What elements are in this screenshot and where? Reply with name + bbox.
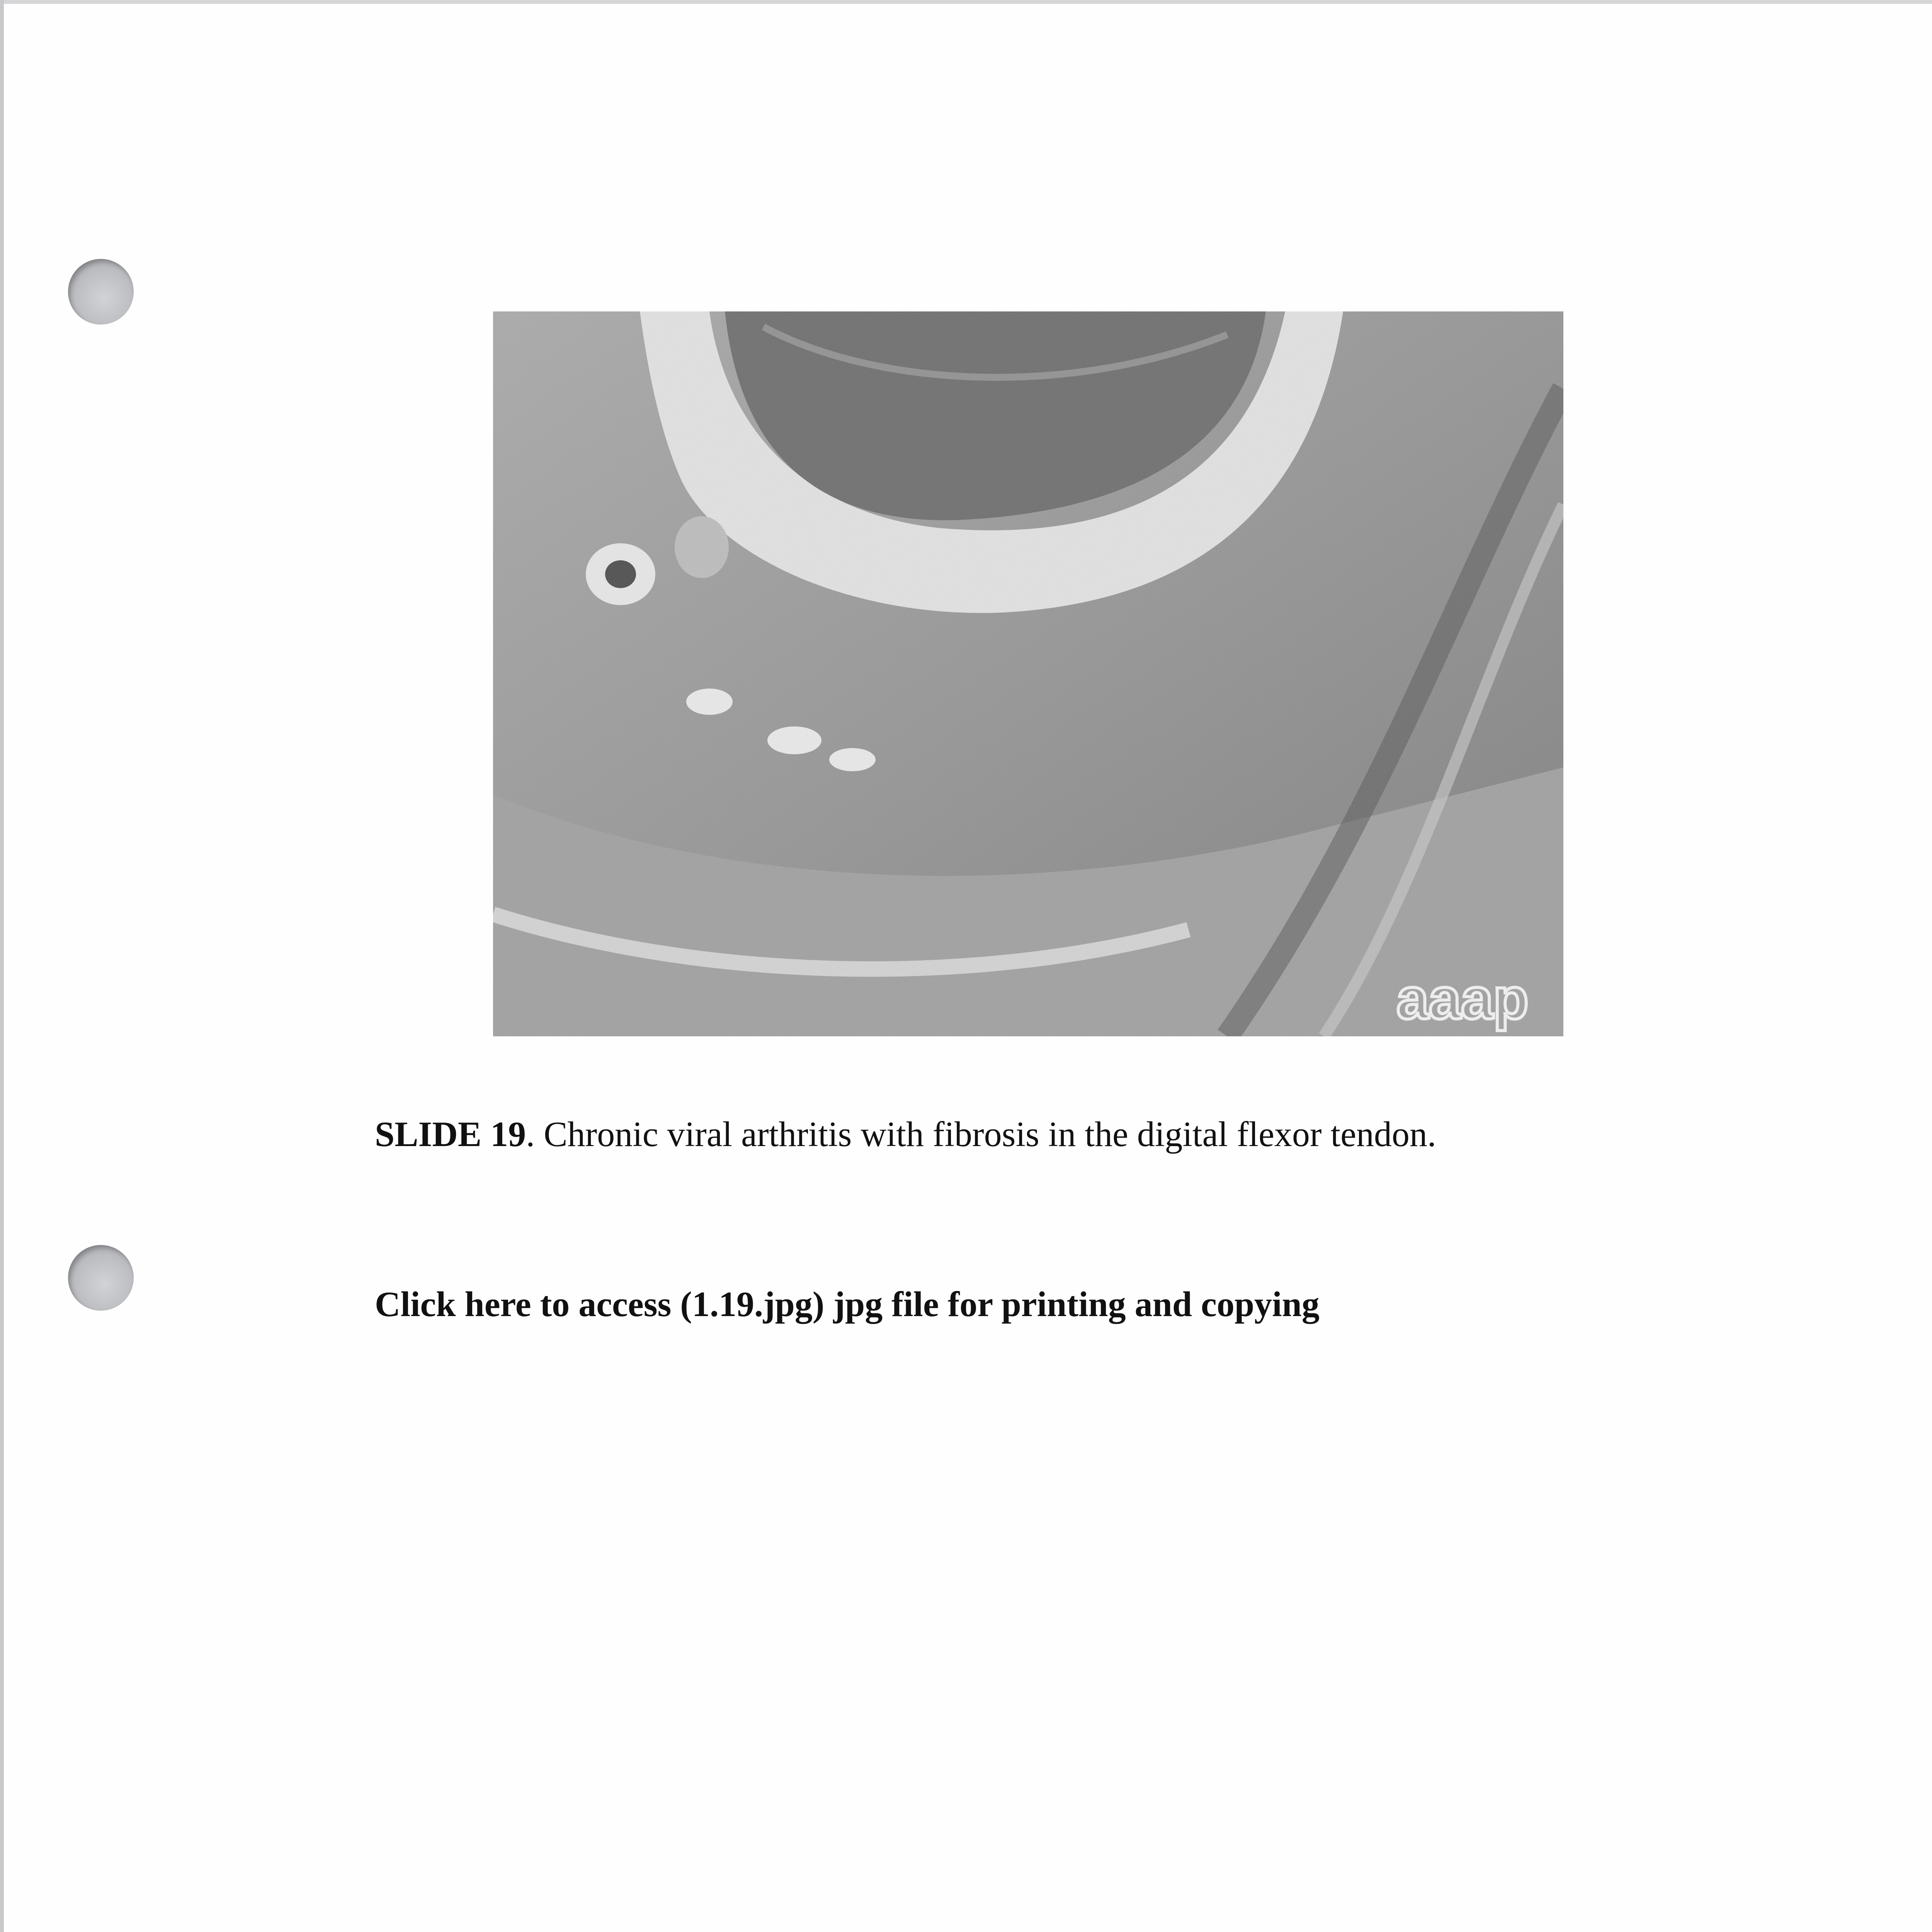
slide-label: SLIDE 19 xyxy=(375,1114,526,1154)
slide-caption xyxy=(375,1113,1882,1155)
download-jpg-link[interactable]: Click here to access (1.19.jpg) jpg file for printing and copying xyxy=(375,1284,1320,1324)
punch-hole xyxy=(68,259,134,325)
punch-hole xyxy=(68,1245,134,1311)
caption-text: . Chronic viral arthritis with fibrosis in the digital flexor tendon. xyxy=(526,1114,1436,1154)
histology-micrograph xyxy=(493,311,1563,1036)
watermark-logo: aaap xyxy=(1396,966,1529,1031)
